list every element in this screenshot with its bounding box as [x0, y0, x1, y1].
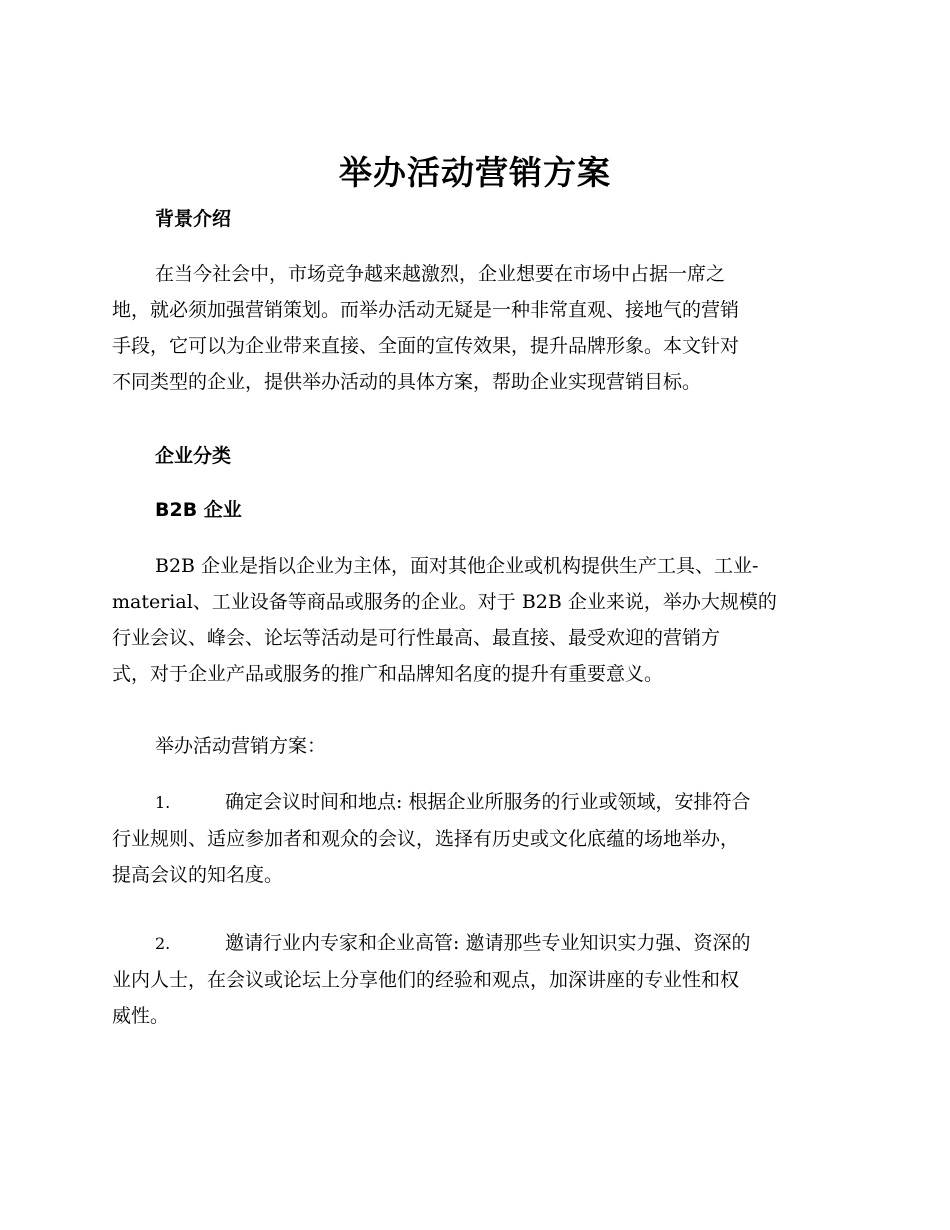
document-title: 举办活动营销方案 — [339, 153, 611, 192]
list-item-first-line — [112, 784, 832, 821]
paragraph-line: 在当今社会中，市场竞争越来越激烈，企业想要在市场中占据一席之 — [155, 263, 726, 285]
list-item-line: 业内人士，在会议或论坛上分享他们的经验和观点，加深讲座的专业性和权 — [112, 969, 740, 991]
b2b-paragraph — [112, 548, 832, 692]
list-item-text: 邀请行业内专家和企业高管: 邀请那些专业知识实力强、资深的 — [225, 932, 751, 954]
paragraph-line: 行业会议、峰会、论坛等活动是可行性最高、最直接、最受欢迎的营销方 — [112, 627, 721, 649]
paragraph-line: material、工业设备等商品或服务的企业。对于 B2B 企业来说，举办大规模的 — [112, 591, 777, 613]
section-heading-classification: 企业分类 — [155, 445, 232, 467]
paragraph-line: 式，对于企业产品或服务的推广和品牌知名度的提升有重要意义。 — [112, 663, 664, 685]
subsection-heading-b2b: B2B 企业 — [155, 499, 242, 521]
background-paragraph — [112, 256, 832, 400]
list-item — [112, 784, 832, 893]
list-item-line: 行业规则、适应参加者和观众的会议，选择有历史或文化底蕴的场地举办， — [112, 828, 740, 850]
list-item-number: 1. — [155, 793, 171, 812]
paragraph-line: 不同类型的企业，提供举办活动的具体方案，帮助企业实现营销目标。 — [112, 371, 702, 393]
section-heading-background: 背景介绍 — [155, 208, 232, 230]
list-item-line: 提高会议的知名度。 — [112, 864, 284, 886]
list-item-line: 威性。 — [112, 1005, 170, 1027]
plan-label-paragraph — [112, 728, 832, 764]
list-item — [112, 925, 832, 1034]
plan-label: 举办活动营销方案： — [155, 735, 327, 757]
list-item-number: 2. — [155, 934, 171, 953]
paragraph-line: 地，就必须加强营销策划。而举办活动无疑是一种非常直观、接地气的营销 — [112, 299, 740, 321]
paragraph-line: 手段，它可以为企业带来直接、全面的宣传效果，提升品牌形象。本文针对 — [112, 335, 740, 357]
list-item-text: 确定会议时间和地点: 根据企业所服务的行业或领域，安排符合 — [225, 791, 751, 813]
list-item-first-line — [112, 925, 832, 962]
paragraph-line: B2B 企业是指以企业为主体，面对其他企业或机构提供生产工具、工业- — [155, 555, 759, 577]
